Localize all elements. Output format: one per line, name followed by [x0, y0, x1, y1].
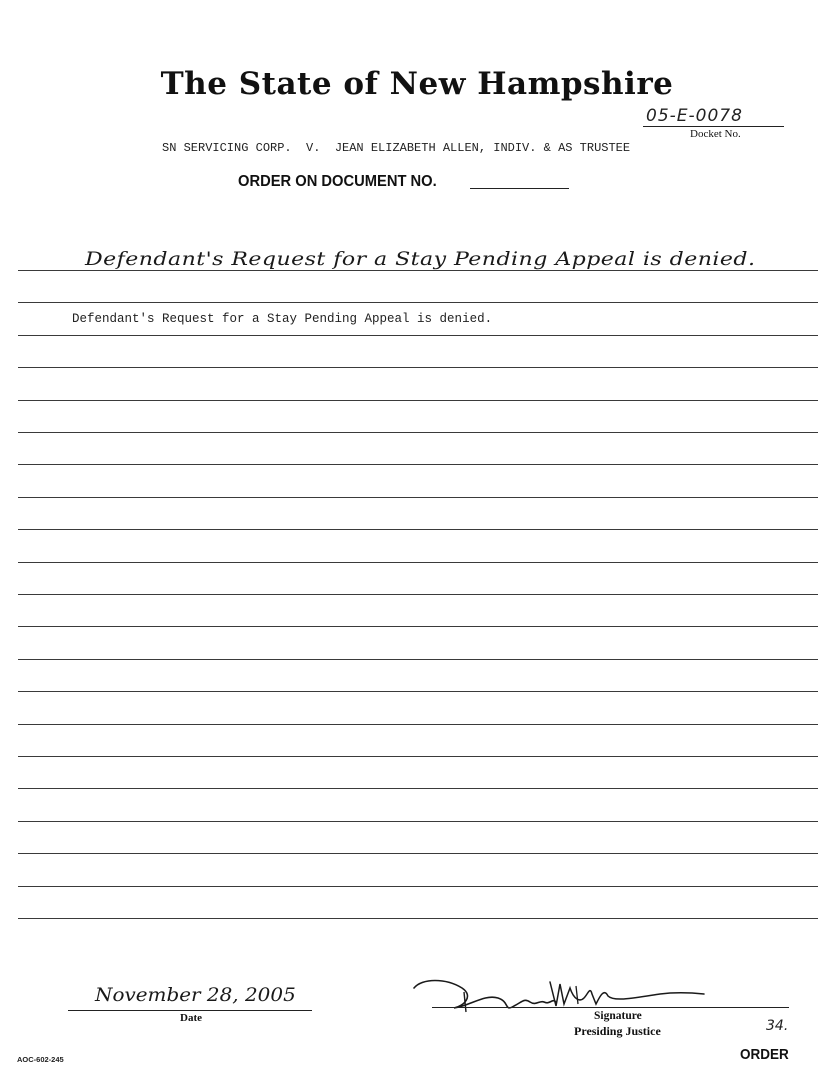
signature-image — [404, 972, 714, 1018]
date-line — [68, 1010, 312, 1011]
ruled-line — [18, 821, 818, 822]
presiding-justice-label: Presiding Justice — [574, 1024, 661, 1038]
ruled-line — [18, 659, 818, 660]
ruled-line — [18, 400, 818, 401]
date-handwritten: November 28, 2005 — [95, 984, 296, 1006]
ruled-line — [18, 853, 818, 854]
case-parties: SN SERVICING CORP. V. JEAN ELIZABETH ALLEN, INDIV. & AS TRUSTEE — [162, 141, 631, 155]
typed-order: Defendant's Request for a Stay Pending Appeal is denied. — [72, 312, 493, 326]
ruled-line — [18, 464, 818, 465]
court-title: The State of New Hampshire — [160, 66, 674, 102]
ruled-line — [18, 788, 818, 789]
ruled-line — [18, 529, 818, 530]
docket-number-line — [643, 126, 784, 127]
ruled-line — [18, 432, 818, 433]
ruled-line — [18, 562, 818, 563]
ruled-line — [18, 691, 818, 692]
ruled-line — [18, 594, 818, 595]
document-number-line — [470, 188, 569, 189]
ruled-line — [18, 335, 818, 336]
signature-line — [432, 1007, 789, 1008]
order-heading: ORDER ON DOCUMENT NO. — [238, 173, 437, 190]
form-number: AOC-602-245 — [17, 1055, 64, 1064]
ruled-line — [18, 497, 818, 498]
ruled-line — [18, 302, 818, 303]
page-note: 34. — [766, 1018, 789, 1034]
ruled-line — [18, 918, 818, 919]
ruled-line — [18, 886, 818, 887]
date-label: Date — [180, 1012, 202, 1024]
footer-order-label: ORDER — [740, 1046, 789, 1063]
docket-number: 05-E-0078 — [646, 106, 743, 126]
signature-label: Signature — [594, 1010, 642, 1022]
ruled-line — [18, 724, 818, 725]
docket-label: Docket No. — [690, 128, 741, 140]
ruled-line — [18, 626, 818, 627]
ruled-line — [18, 367, 818, 368]
handwritten-order: Defendant's Request for a Stay Pending Appeal is denied. — [85, 248, 756, 270]
ruled-line — [18, 756, 818, 757]
ruled-line — [18, 270, 818, 271]
